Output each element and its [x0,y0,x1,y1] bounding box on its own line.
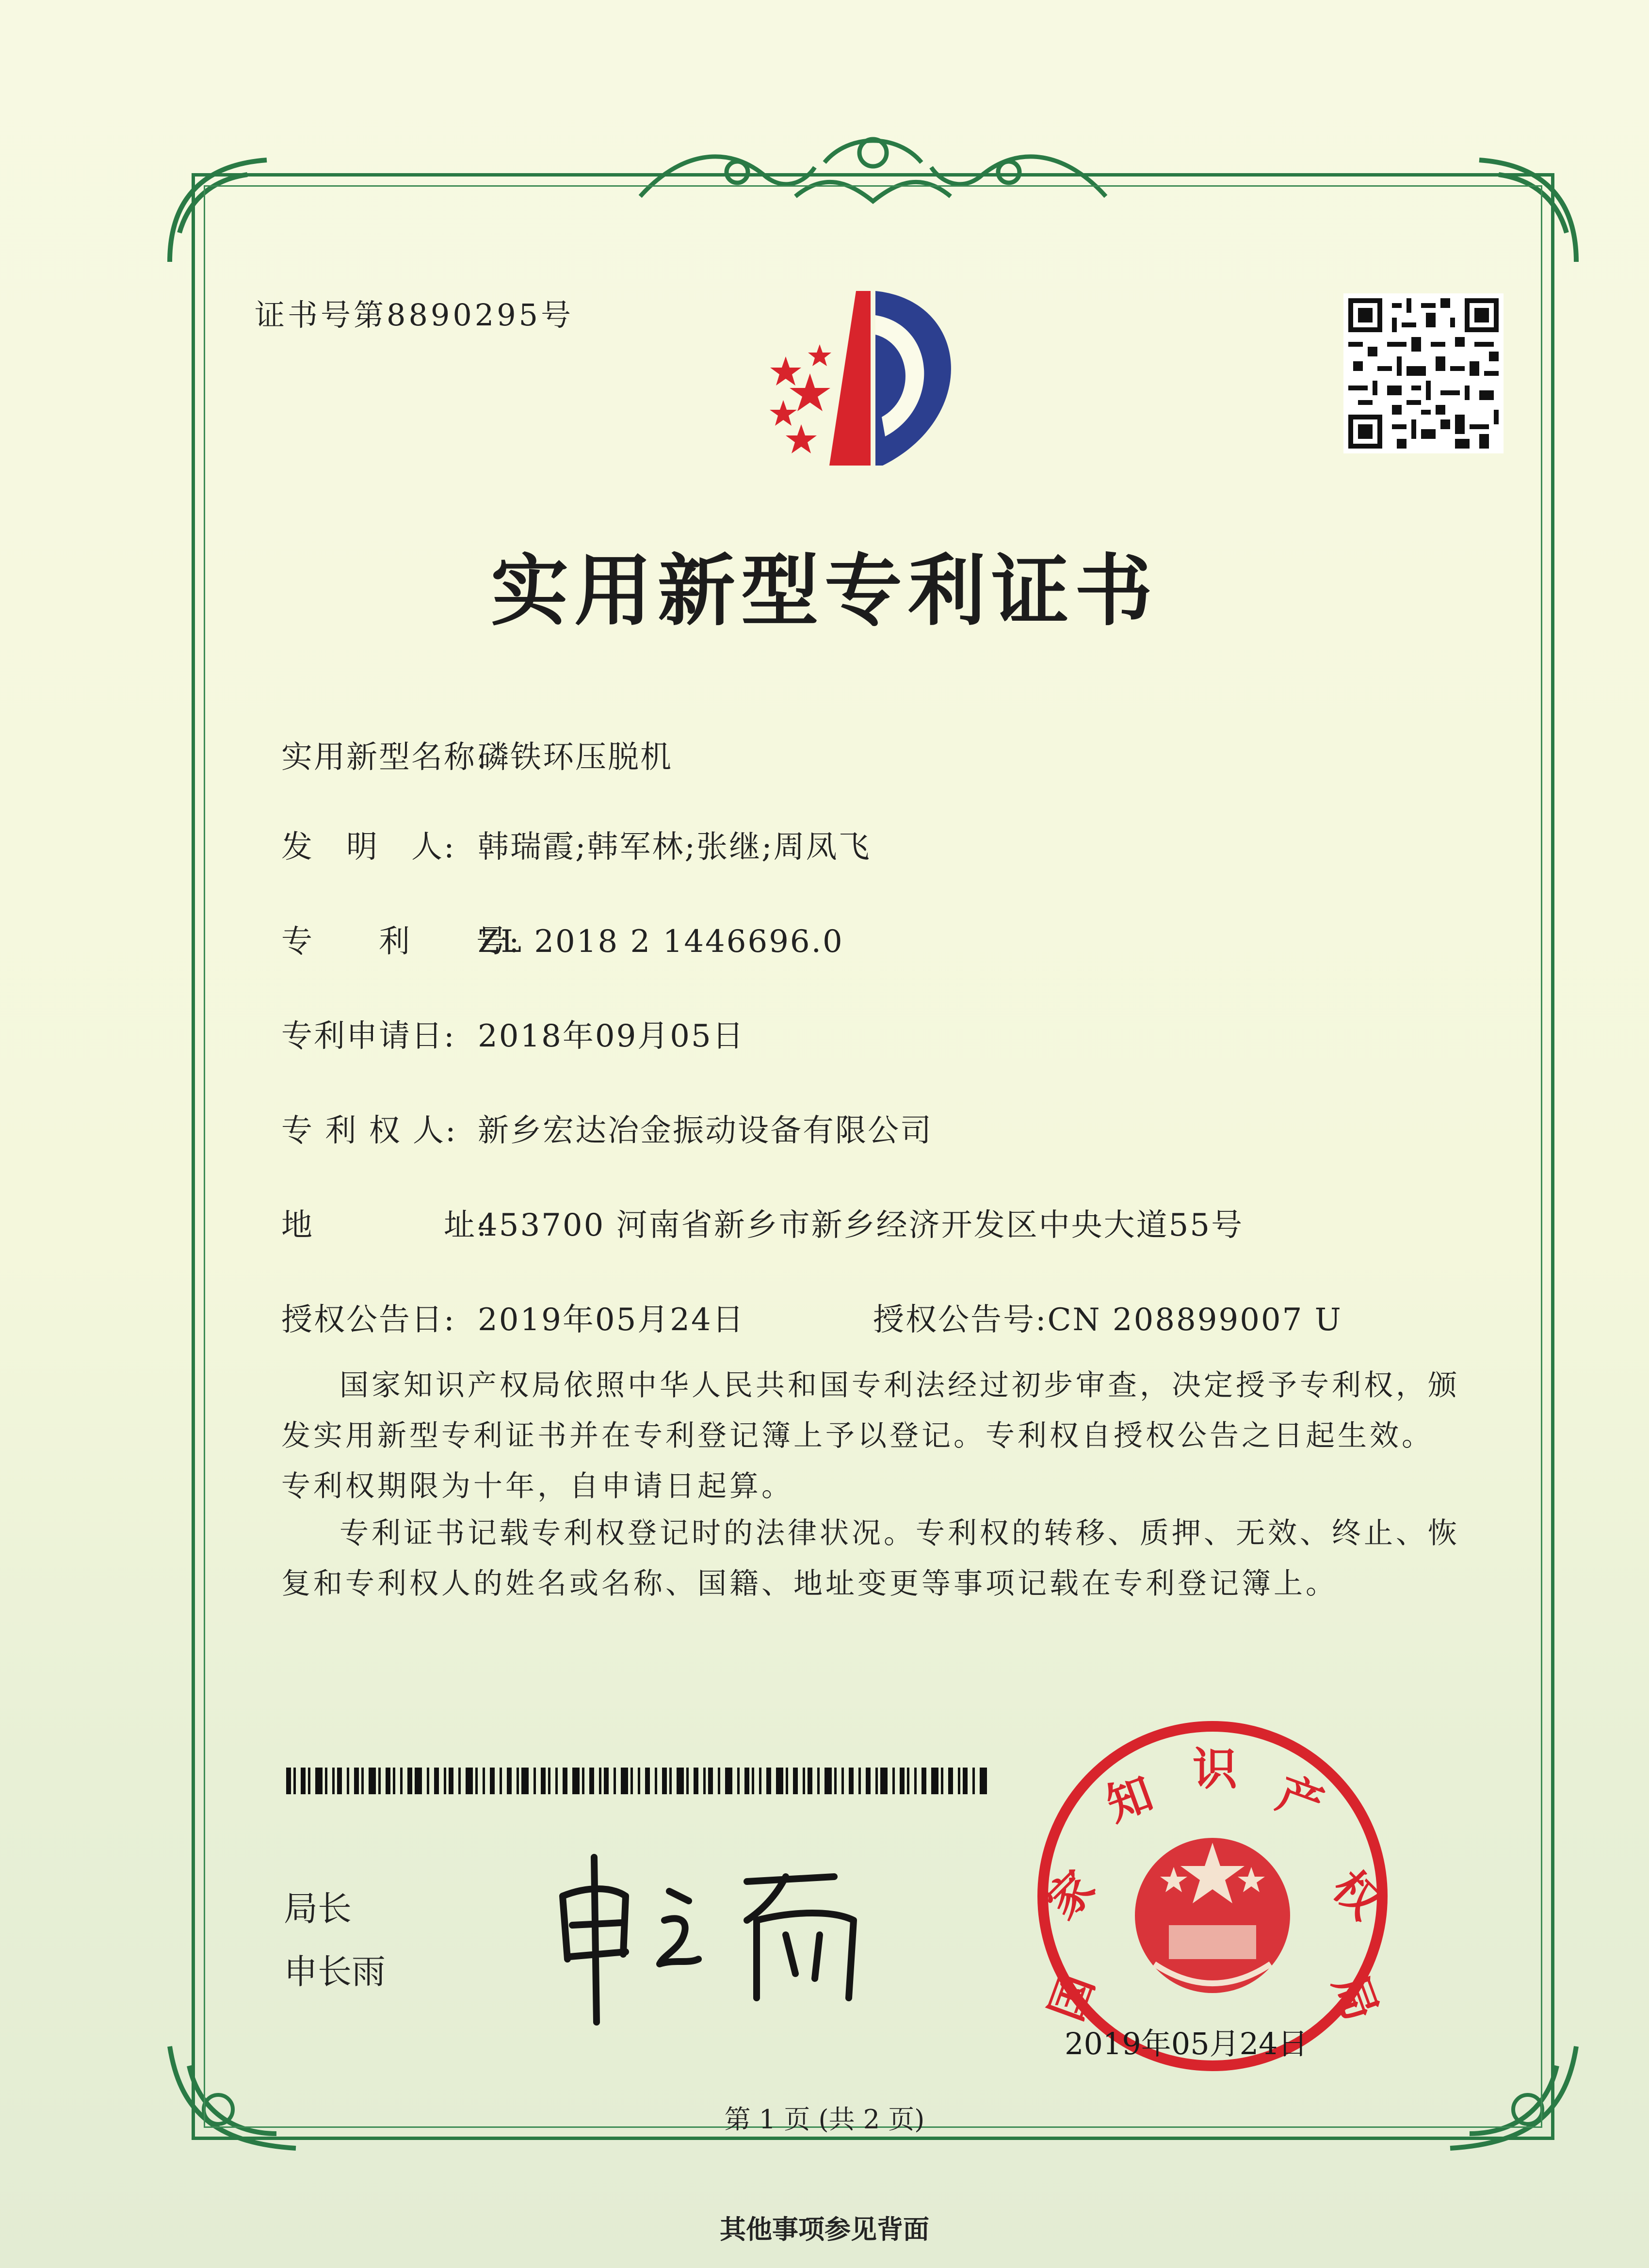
seal-char-2: 家 [1036,1861,1105,1930]
certificate-title: 实用新型专利证书 [490,546,1158,636]
field-patent-number [281,917,844,961]
field-label: 专利申请日: [281,1018,456,1054]
field-value: 453700 河南省新乡市新乡经济开发区中央大道55号 [478,1207,1244,1243]
field-label: 专 利 号: [281,924,521,960]
field-value: 新乡宏达冶金振动设备有限公司 [478,1113,933,1149]
field-label: 发 明 人: [281,829,456,865]
footer-note: 其他事项参见背面 [720,2214,929,2245]
patent-office-logo [757,272,1009,490]
seal-char-1: 国 [1040,1967,1104,2027]
field-inventor [281,822,871,867]
field-address [281,1200,1244,1245]
paragraph-grant-statement: 国家知识产权局依照中华人民共和国专利法经过初步审查，决定授予专利权，颁发实用新型专利证书并在专利登记簿上予以登记。专利权自授权公告之日起生效。专利权期限为十年，自申请日起算。 [281,1368,1460,1503]
director-title: 局长 [284,1889,352,1929]
field-patentee [281,1106,933,1150]
seal-char-4: 识 [1192,1743,1238,1795]
qr-code [1343,293,1504,453]
barcode [286,1768,989,1794]
field-value: ZL 2018 2 1446696.0 [478,924,844,960]
field-filing-date [281,1011,745,1056]
director-signature [543,1838,892,2032]
seal-char-5: 产 [1270,1767,1330,1832]
field-value: CN 208899007 U [1047,1302,1342,1338]
field-value: 磷铁环压脱机 [478,740,673,775]
page-number: 第 1 页 (共 2 页) [724,2104,925,2135]
certificate-number: 证书号第8890295号 [255,297,574,333]
field-label: 实用新型名称: [281,740,488,775]
seal-char-6: 权 [1322,1861,1391,1930]
paragraph-legal-status: 专利证书记载专利权登记时的法律状况。专利权的转移、质押、无效、终止、恢复和专利权人的姓名或名称、国籍、地址变更等事项记载在专利登记簿上。 [281,1516,1460,1601]
field-value: 2018年09月05日 [478,1018,745,1054]
seal-date: 2019年05月24日 [1065,2026,1308,2061]
field-label: 地 址: [281,1207,488,1243]
seal-char-3: 知 [1099,1767,1160,1832]
field-label: 授权公告号: [873,1302,1048,1338]
field-announcement-date [281,1295,745,1339]
field-value: 2019年05月24日 [478,1302,745,1338]
seal-char-7: 局 [1323,1967,1388,2027]
field-value: 韩瑞霞;韩军林;张继;周凤飞 [478,829,871,865]
field-announcement-number [873,1295,1342,1339]
field-label: 专 利 权 人: [281,1113,457,1149]
field-label: 授权公告日: [281,1302,456,1338]
field-utility-model-name [281,732,673,777]
director-name: 申长雨 [284,1952,386,1992]
